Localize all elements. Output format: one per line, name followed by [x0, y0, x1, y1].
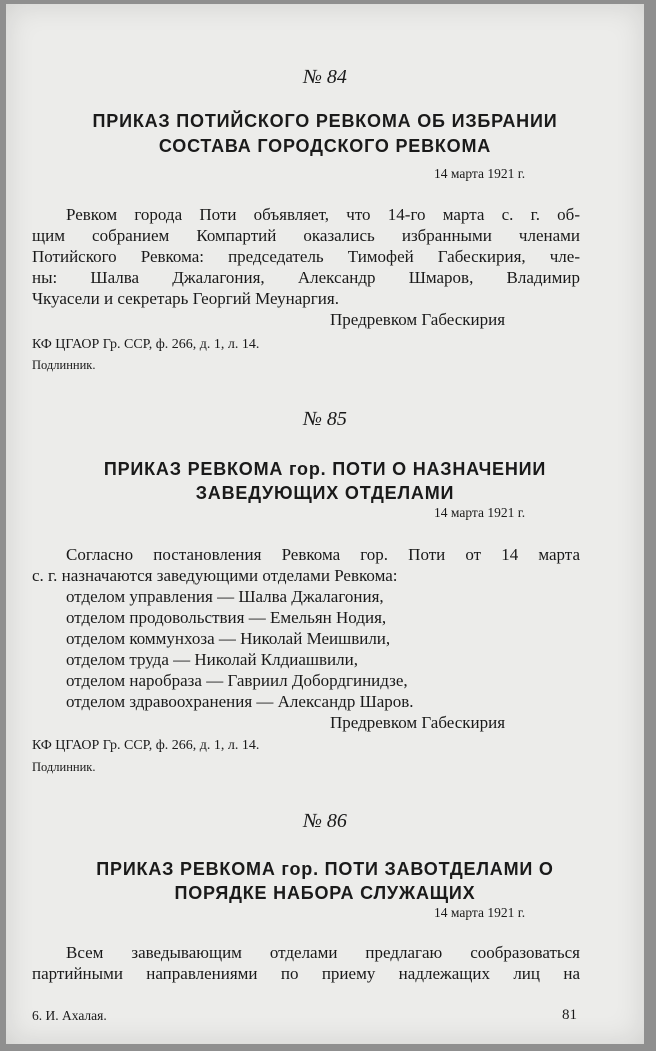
order-84-date: 14 марта 1921 г. [434, 166, 526, 181]
order-84-title-line-2: СОСТАВА ГОРОДСКОГО РЕВКОМА [158, 136, 492, 156]
order-85-source: КФ ЦГАОР Гр. ССР, ф. 266, д. 1, л. 14. [32, 738, 260, 753]
order-84-source: КФ ЦГАОР Гр. ССР, ф. 266, д. 1, л. 14. [32, 337, 260, 352]
page-number: 81 [562, 1007, 577, 1023]
order-86-number: № 86 [303, 810, 347, 832]
document-page [6, 4, 644, 1044]
order-85-list-item: отделом продовольствия — Емельян Нодия, [66, 608, 387, 627]
order-85-body-line-1: Согласно постановления Ревкома гор. Поти от 14 марта [66, 545, 580, 564]
order-84-body-line-1: Ревком города Поти объявляет, что 14-го марта с. г. об- [66, 205, 580, 224]
order-86-title-line-2: ПОРЯДКЕ НАБОРА СЛУЖАЩИХ [174, 883, 476, 903]
order-85-signature: Предревком Габескирия [330, 713, 506, 732]
order-85-title-line-2: ЗАВЕДУЮЩИХ ОТДЕЛАМИ [195, 483, 455, 503]
order-85-list-item: отделом управления — Шалва Джалагония, [66, 587, 384, 606]
order-86-body-line-1: Всем заведывающим отделами предлагаю сообразоваться [66, 943, 580, 962]
order-85-number: № 85 [303, 408, 347, 430]
order-84-body-line-4: ны: Шалва Джалагония, Александр Шмаров, Владимир [32, 268, 580, 287]
signature-mark: 6. И. Ахалая. [32, 1008, 107, 1023]
order-84-body-line-3: Потийского Ревкома: председатель Тимофей Габескирия, чле- [32, 247, 580, 266]
order-85-original: Подлинник. [32, 760, 96, 774]
order-84-body-line-5: Чкуасели и секретарь Георгий Меунаргия. [32, 289, 339, 308]
order-85-list-item: отделом здравоохранения — Александр Шаров. [66, 692, 414, 711]
order-85-body-line-2: с. г. назначаются заведующими отделами Ревкома: [32, 566, 398, 585]
order-84-number: № 84 [303, 66, 347, 88]
order-85-list-item: отделом коммунхоза — Николай Меишвили, [66, 629, 391, 648]
order-85-list-item: отделом труда — Николай Клдиашвили, [66, 650, 358, 669]
order-85-title-line-1: ПРИКАЗ РЕВКОМА гор. ПОТИ О НАЗНАЧЕНИИ [103, 459, 547, 479]
order-85-date: 14 марта 1921 г. [434, 505, 526, 520]
order-86-body-line-2: партийными направлениями по приему надлежащих лиц на [32, 964, 580, 983]
order-84-title-line-1: ПРИКАЗ ПОТИЙСКОГО РЕВКОМА ОБ ИЗБРАНИИ [92, 111, 558, 131]
order-84-signature: Предревком Габескирия [330, 310, 506, 329]
order-86-date: 14 марта 1921 г. [434, 905, 526, 920]
order-84-body-line-2: щим собранием Компартий оказались избранными членами [32, 226, 580, 245]
order-85-list-item: отделом наробраза — Гавриил Добордгинидзе, [66, 671, 408, 690]
order-84-original: Подлинник. [32, 358, 96, 372]
order-86-title-line-1: ПРИКАЗ РЕВКОМА гор. ПОТИ ЗАВОТДЕЛАМИ О [96, 859, 554, 879]
